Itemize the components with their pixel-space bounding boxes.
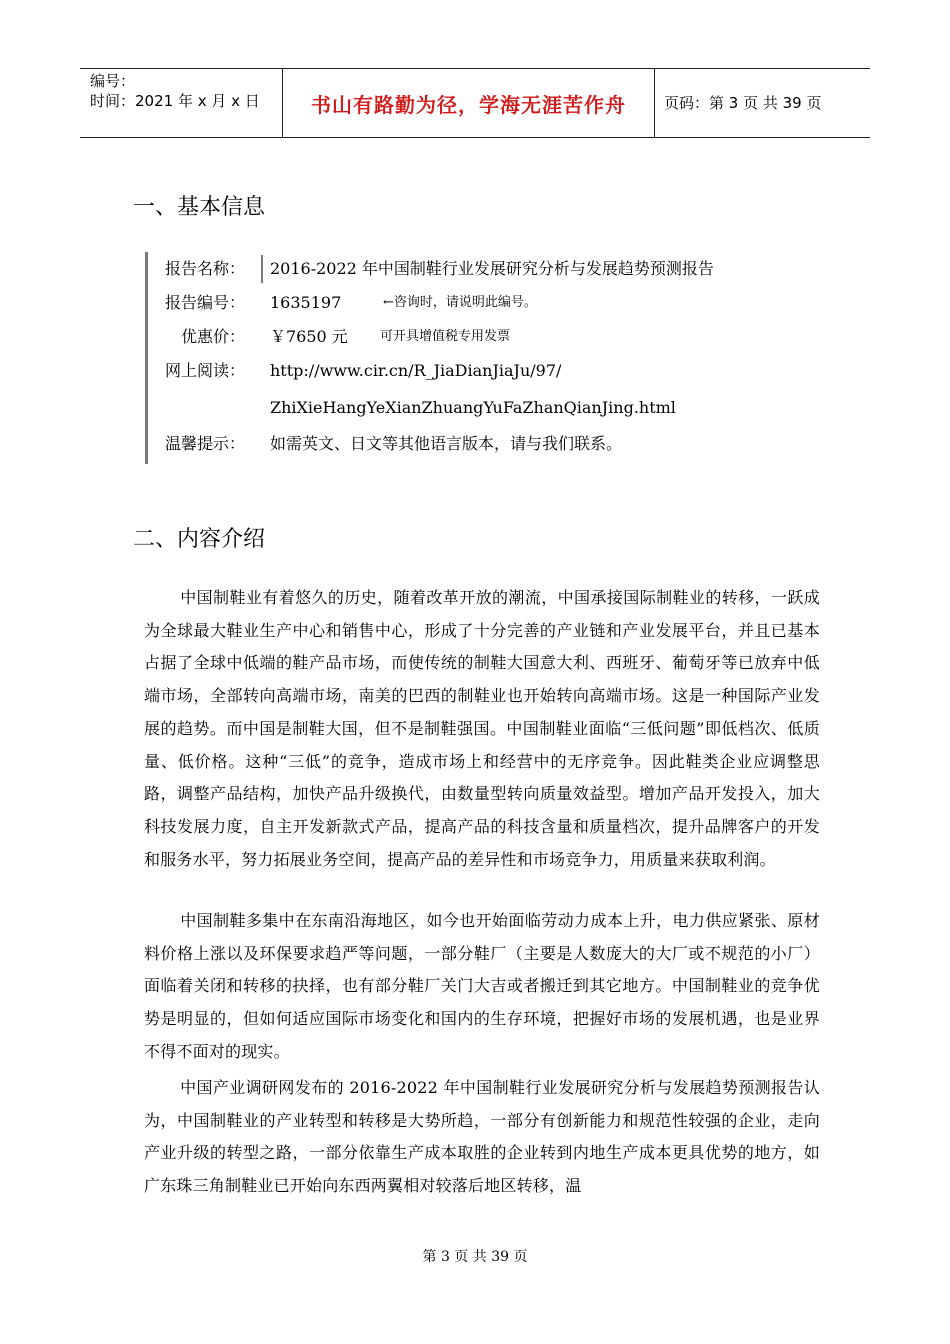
header-time: 时间：2021 年 x 月 x 日 [90,92,260,110]
report-no-value: 1635197 [270,293,342,312]
content-paragraph-3 [144,1072,820,1203]
tip-value: 如需英文、日文等其他语言版本，请与我们联系。 [270,434,623,453]
online-url-line1[interactable]: http://www.cir.cn/R_JiaDianJiaJu/97/ [270,361,562,380]
report-no-note: ←咨询时，请说明此编号。 [383,295,537,310]
paragraph-text: 中国制鞋多集中在东南沿海地区，如今也开始面临劳动力成本上升，电力供应紧张、原材料价格上涨以及环保要求趋严等问题，一部分鞋厂（主要是人数庞大的大厂或不规范的小厂）面临着关闭和转移的抉择，也有部分鞋厂关门大吉或者搬迁到其它地方。中国制鞋业的竞争优势是明显的，但如何适应国际市场变化和国内的生存环境，把握好市场的发展机遇，也是业界不得不面对的现实。 [144,911,820,1061]
page-footer: 第 3 页 共 39 页 [422,1249,528,1265]
header-meta [90,71,260,111]
header-number-label: 编号： [90,72,136,90]
price-label: 优惠价： [180,327,245,346]
header-page-info: 页码：第 3 页 共 39 页 [664,94,822,112]
report-name-label: 报告名称： [165,259,246,278]
content-paragraph-2 [144,905,820,1069]
report-name-marker [261,255,263,283]
section-title-content: 二、内容介绍 [133,527,266,552]
header-motto: 书山有路勤为径，学海无涯苦作舟 [311,93,626,117]
price-note: 可开具增值税专用发票 [380,329,511,344]
report-name-value: 2016-2022 年中国制鞋行业发展研究分析与发展趋势预测报告 [270,259,714,278]
paragraph-text: 中国产业调研网发布的 2016-2022 年中国制鞋行业发展研究分析与发展趋势预测报告认为，中国制鞋业的产业转型和转移是大势所趋，一部分有创新能力和规范性较强的企业，走向产业升级的转型之路，一部分依靠生产成本取胜的企业转到内地生产成本更具优势的地方，如广东珠三角制鞋业已开始向东西两翼相对较落后地区转移，温 [144,1078,820,1196]
content-paragraph-1 [144,582,820,876]
page-header [80,68,870,138]
report-no-label: 报告编号： [165,293,246,312]
info-left-bar [145,252,148,464]
tip-label: 温馨提示： [165,434,246,453]
paragraph-text: 中国制鞋业有着悠久的历史，随着改革开放的潮流，中国承接国际制鞋业的转移，一跃成为全球最大鞋业生产中心和销售中心，形成了十分完善的产业链和产业发展平台，并且已基本占据了全球中低端的鞋产品市场，而使传统的制鞋大国意大利、西班牙、葡萄牙等已放弃中低端市场，全部转向高端市场，南美的巴西的制鞋业也开始转向高端市场。这是一种国际产业发展的趋势。而中国是制鞋大国，但不是制鞋强国。中国制鞋业面临“三低问题”即低档次、低质量、低价格。这种“三低”的竞争，造成市场上和经营中的无序竞争。因此鞋类企业应调整思路，调整产品结构，加快产品升级换代，由数量型转向质量效益型。增加产品开发投入，加大科技发展力度，自主开发新款式产品，提高产品的科技含量和质量档次，提升品牌客户的开发和服务水平，努力拓展业务空间，提高产品的差异性和市场竞争力，用质量来获取利润。 [144,588,820,869]
online-url-line2[interactable]: ZhiXieHangYeXianZhuangYuFaZhanQianJing.html [270,398,676,417]
online-label: 网上阅读： [165,361,246,380]
price-value: ￥7650 元 [270,327,348,346]
section-title-basic-info: 一、基本信息 [133,195,266,220]
header-divider [654,69,655,137]
